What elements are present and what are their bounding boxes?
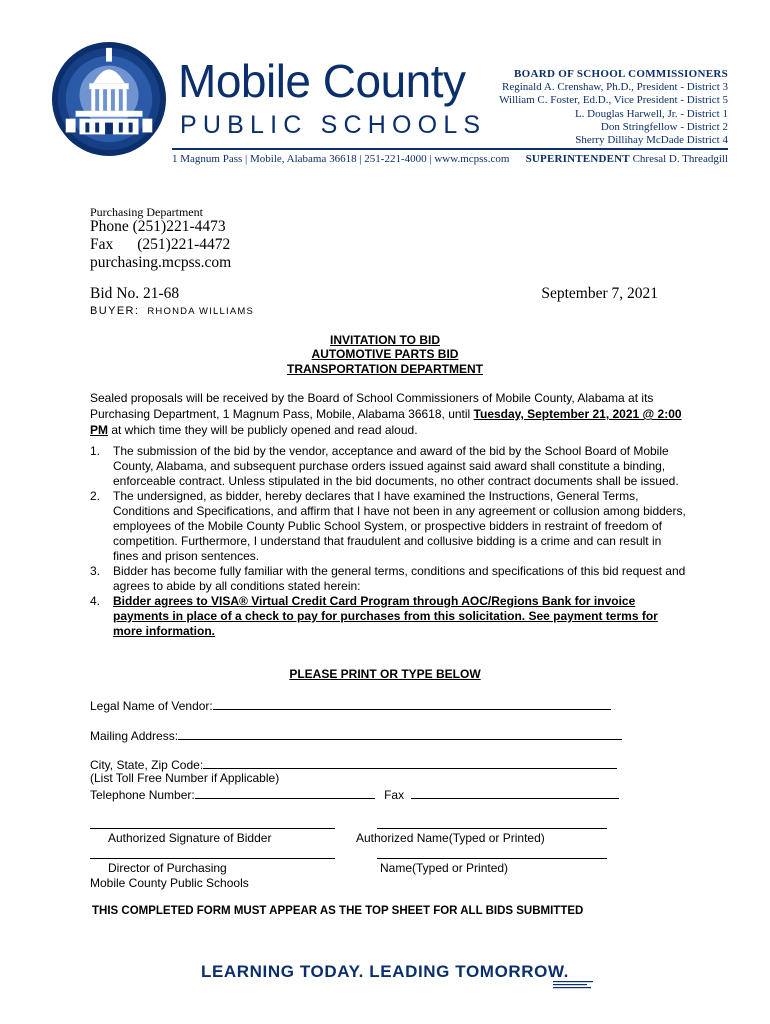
board-member: William C. Foster, Ed.D., Vice President - District 5 (499, 94, 728, 107)
board-member: Don Stringfellow - District 2 (600, 120, 728, 133)
board-of-commissioners (499, 68, 728, 147)
authorized-name-line[interactable] (377, 828, 607, 829)
fax-line (90, 236, 231, 254)
fax-field[interactable] (411, 786, 619, 799)
board-member: Reginald A. Crenshaw, Ph.D., President - District 3 (502, 81, 728, 94)
toll-free-note: (List Toll Free Number if Applicable) (90, 771, 280, 785)
mailing-address-field[interactable] (178, 727, 622, 740)
phone-number: (251)221-4473 (132, 218, 226, 235)
mailing-address-label: Mailing Address: (90, 729, 179, 743)
list-item (90, 564, 688, 594)
board-member: L. Douglas Harwell, Jr. - District 1 (574, 107, 728, 120)
list-item (90, 594, 688, 639)
tagline: LEARNING TODAY. LEADING TOMORROW. (200, 962, 569, 981)
legal-name-row (90, 697, 611, 713)
authorized-name-label: Authorized Name(Typed or Printed) (356, 831, 545, 845)
address-line: 1 Magnum Pass | Mobile, Alabama 36618 | 251-221-4000 | www.mcpss.com (172, 153, 510, 165)
bid-date: September 7, 2021 (541, 285, 658, 302)
name-typed-line[interactable] (377, 858, 607, 859)
buyer-line (90, 305, 254, 317)
mailing-address-row (90, 727, 622, 743)
director-signature-line[interactable] (90, 858, 335, 859)
item-text: Bidder agrees to VISA® Virtual Credit Card Program through AOC/Regions Bank for invoice payments in place of a check to pay for purchases from this solicitation. See payment terms for more information. (113, 594, 658, 638)
header-divider (172, 148, 728, 150)
title-department: TRANSPORTATION DEPARTMENT (287, 361, 483, 376)
fax-label: Fax (90, 236, 114, 253)
contact-block (90, 218, 231, 272)
buyer-label: BUYER: (90, 305, 140, 317)
board-member: Sherry Dillihay McDade District 4 (575, 134, 728, 147)
capitol-dome-logo-icon (50, 40, 168, 158)
title-bid-name: AUTOMOTIVE PARTS BID (311, 347, 459, 362)
list-item (90, 489, 688, 564)
fax-field-label: Fax (384, 788, 405, 802)
board-title: BOARD OF SCHOOL COMMISSIONERS (514, 68, 728, 80)
phone-label: Phone (90, 218, 129, 235)
item-number: 2. (90, 489, 101, 503)
name-typed-label: Name(Typed or Printed) (380, 861, 509, 875)
city-state-zip-field[interactable] (203, 756, 617, 769)
department-name: Purchasing Department (90, 205, 203, 219)
fax-number: (251)221-4472 (137, 236, 231, 253)
item-number: 3. (90, 564, 101, 578)
brand-subtitle: PUBLIC SCHOOLS (180, 111, 487, 139)
director-label: Director of Purchasing (108, 861, 227, 875)
brand-title: Mobile County (178, 55, 466, 107)
intro-text-end: at which time they will be publicly opened and read aloud. (108, 423, 418, 437)
telephone-row (90, 786, 619, 802)
intro-text: Sealed proposals will be received by the Board of School Commissioners of Mobile County, Alabama at its Purchasing Department, 1 Magnum Pass, Mobile, Alabama 36618, until (90, 391, 654, 421)
item-text: The submission of the bid by the vendor, acceptance and award of the bid by the School Board of Mobile County, Alabama, and subsequent purchase orders issued against said award shall constitute a binding, enforceable contract. Unless stipulated in the bid documents, no other contract documents shall be issued. (113, 444, 679, 488)
top-sheet-note: THIS COMPLETED FORM MUST APPEAR AS THE TOP SHEET FOR ALL BIDS SUBMITTED (92, 905, 584, 917)
title-invitation: INVITATION TO BID (330, 333, 440, 347)
tagline-seal-icon (553, 980, 613, 990)
authorized-signature-label: Authorized Signature of Bidder (108, 831, 272, 845)
list-item (90, 444, 688, 489)
legal-name-field[interactable] (213, 697, 611, 710)
city-state-zip-row (90, 756, 617, 772)
item-number: 4. (90, 594, 101, 608)
telephone-field[interactable] (195, 786, 375, 799)
item-number: 1. (90, 444, 101, 458)
document-titles (0, 333, 770, 376)
authorized-signature-line[interactable] (90, 828, 335, 829)
telephone-label: Telephone Number: (90, 788, 195, 802)
buyer-name: RHONDA WILLIAMS (147, 306, 255, 317)
deadline-highlight: Tuesday, September 21, 2021 @ 2:00 PM (90, 407, 682, 437)
item-text: Bidder has become fully familiar with the general terms, conditions and specifications of this bid request and agrees to abide by all conditions stated herein: (113, 564, 686, 593)
form-title: PLEASE PRINT OR TYPE BELOW (289, 667, 481, 681)
phone-line (90, 218, 231, 236)
intro-paragraph (90, 390, 688, 438)
superintendent-label: SUPERINTENDENT (525, 153, 630, 165)
superintendent (526, 153, 728, 165)
website-link[interactable]: purchasing.mcpss.com (90, 254, 232, 271)
terms-list (90, 444, 688, 639)
organization-label: Mobile County Public Schools (90, 876, 249, 890)
legal-name-label: Legal Name of Vendor: (90, 699, 213, 713)
superintendent-name: Chresal D. Threadgill (632, 153, 728, 165)
item-text: The undersigned, as bidder, hereby declares that I have examined the Instructions, General Terms, Conditions and Specifications, and affirm that I have not been in any agreement or collusion among bidders, employees of the Mobile County Public School System, or prospective bidders in restraint of freedom of competition. Furthermore, I understand that fraudulent and collusive bidding is a crime and can result in fines and prison sentences. (113, 489, 686, 563)
bid-number: Bid No. 21-68 (90, 285, 180, 302)
city-state-zip-label: City, State, Zip Code: (90, 758, 204, 772)
